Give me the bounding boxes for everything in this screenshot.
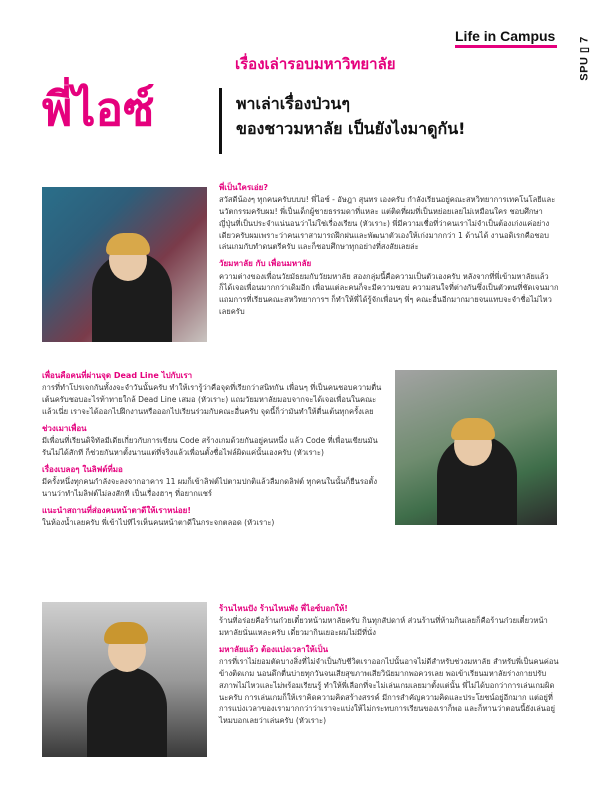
section-body: สวัสดีน้องๆ ทุกคนครับบบบ! พี่ไอซ์ - อัษฎา สุนทร เองครับ กำลังเรียนอยู่คณะสหวิทยาการเทคโนโลยีและนวัตกรรมครับผม! พี่เป็นเด็กผู้ชายธรรมดาที่แหละ แต่ติดที่ผมที่เป็นหย่อยเลยไม่เหมือนใคร ชอบศึกษาญี่ปุ่นที่เป็นประจำแน่นอนว่าไม่ใช่เรื่องเรียน (หัวเราะ) พี่มีความเชื่อที่ว่าคนเราไม่จำเป็นต้องเก่งแค่อย่างเดียวครับผมเพราะว่าคนเราสามารถฝึกฝนและพัฒนาตัวเองให้เก่งมากกว่า 1 ด้านได้ งานอดิเรกคือชอบเล่นเกมกับทำดนตรีครับ และก็ชอบศึกษาทุกอย่างที่สงสัยเลยล่ะ xyxy=(219,195,556,252)
portrait-photo-3 xyxy=(42,602,207,757)
section-body: การที่ทำโปรเจกกันทั้งงจะจำวันนั้นครับ ทำให้เรารู้ว่าคือจุดที่เรียกว่าสนิทกัน เพื่อนๆ ที่เป็นคนชอบความตื่นเต้นครับชอบอะไรท้าทายใกล้ Dead Line เสมอ (หัวเราะ) แถมวัยมหาลัยมอบจากจะได้เจอเพื่อนในคณะแล้วเนี่ย เราจะได้ออกไปฝึกงานหรือออกไปเรียนร่วมกับคณะอื่นครับ จุดนี้ก็ว่ามันทำให้ตื่นเต้นทุกครั้งเลย xyxy=(42,383,382,416)
section-heading: วัยมหาลัย กับ เพื่อนมหาลัย xyxy=(219,259,312,269)
text-block-3 xyxy=(219,603,559,732)
section-underline xyxy=(455,45,557,48)
person-hair xyxy=(106,233,150,255)
headline xyxy=(236,92,465,142)
person-figure xyxy=(87,667,167,757)
section-body: ในห้องน้ำเลยครับ พี่เข้าไปทีไรเห็นคนหน้าตาดีในกระจกตลอด (หัวเราะ) xyxy=(42,517,275,527)
section-body: ความต่างของเพื่อนวัยมัธยมกับวัยมหาลัย สองกลุ่มนี้คือความเป็นตัวเองครับ หลังจากที่พี่เข้ามหาลัยแล้วก็ได้เจอเพื่อนมากกว่าเดิมอีก เพื่อนแต่ละคนก็จะมีความชอบ ความสนใจที่ต่างกันซึ่งเป็นตัวตนที่ชัดเจนมาก แถมการที่เรียนคณะสหวิทยาการฯ ก็ทำให้พี่ได้รู้จักเพื่อนๆ พี่ๆ คณะอื่นอีกมากมายจนแทบจะจำชื่อไม่ไหวเลยครับ xyxy=(219,271,559,316)
section-body: การที่เราไม่ยอมตัดบางสิ่งที่ไม่จำเป็นกับชีวิตเราออกไปนั้นอาจไม่ดีสำหรับช่วงมหาลัย สำหรับพี่เป็นคนค่อนข้างติดเกม นอนดึกตื่นบ่ายทุกวันจนเสียสุขภาพเสียวินัยมากพอควรเลย พอเข้าเรียนมหาลัยร่างกายปรับสภาพไม่ไหวและไม่พร้อมเรียนรู้ ทำให้พี่เลือกที่จะไม่เล่นเกมเลยมาตั้งแต่นั้น พี่ไม่ได้บอกว่าการเล่นเกมผิดนะครับ การเล่นเกมก็ให้เราคิดความคิดสร้างสรรค์ มีการสำคัญความคิดและประโยชน์อยู่อีกมาก แต่อยู่ที่การแบ่งเวลาของเรามากกว่าว่าเราจะแบ่งให้ไม่กระทบการเรียนของเราก็พอ และก็ทานว่าตอนนี้ยังเล่นอยู่ไหมบอกเลยว่าเล่นครับ (หัวเราะ) xyxy=(219,657,559,726)
section-body: มีเพื่อนที่เรียนดิจิทัลมีเดียเกี่ยวกับการเขียน Code สร้างเกมด้วยกันอยู่คนหนึ่ง แล้ว Code ที่เพื่อนเขียนมันรันไม่ได้สักที ก็ช่วยกันหาตั้งนานแต่ที่จริงแล้วเพื่อนตั้งชื่อไฟล์ผิดแค่นั้นเองครับ (หัวเราะ) xyxy=(42,436,378,457)
section-body: มีครั้งหนึ่งทุกคนกำลังจะลงจากอาคาร 11 ผมก็เข้าลิฟต์ไปตามปกติแล้วลืมกดลิฟต์ ทุกคนในนั้นก็ยืนรอตั้งนานว่าทำไมลิฟต์ไม่ลงสักที เป็นเรื่องฮาๆ ที่อยากแชร์ xyxy=(42,477,378,498)
section-heading: พี่เป็นใครเอ่ย? xyxy=(219,183,268,192)
portrait-photo-2 xyxy=(395,370,557,525)
interviewee-name: พี่ไอซ์ xyxy=(42,82,155,136)
brand-text: SPU ▯ 7 xyxy=(578,36,591,81)
section-heading: เรื่องเบลอๆ ในลิฟต์ที่มอ xyxy=(42,464,123,474)
section-heading: ช่วงเมาเพื่อน xyxy=(42,423,87,433)
text-block-2 xyxy=(42,370,382,534)
series-title: เรื่องเล่ารอบมหาวิทยาลัย xyxy=(235,55,396,73)
headline-line-2: ของชาวมหาลัย เป็นยังไงมาดูกัน! xyxy=(236,118,466,138)
section-body: ร้านที่อร่อยคือร้านก๋วยเตี๋ยวหน้ามหาลัยครับ กินทุกสัปดาห์ ส่วนร้านที่ห้ามกินเลยก็คือร้านก๋วยเตี๋ยวหน้ามหาลัยนั่นแหละครับ เดี๋ยวมากินเยอะผมไม่มีที่นั่ง xyxy=(219,616,548,638)
title-divider xyxy=(219,88,222,154)
person-hair xyxy=(451,418,495,440)
brand-logo xyxy=(574,36,591,81)
headline-line-1: พาเล่าเรื่องป่วนๆ xyxy=(236,94,350,113)
section-heading: มหาลัยแล้ว ต้องแบ่งเวลาให้เป็น xyxy=(219,644,329,654)
section-heading: แนะนำสถานที่ส่องคนหน้าตาดีให้เราหน่อย! xyxy=(42,505,191,515)
portrait-photo-1 xyxy=(42,187,207,342)
section-heading: ร้านไหนปัง ร้านไหนพัง พี่ไอซ์บอกให้! xyxy=(219,604,348,613)
section-heading: เพื่อนคือคนที่ผ่านจุด Dead Line ไปกับเรา xyxy=(42,371,193,380)
text-block-1 xyxy=(219,182,559,323)
section-label: Life in Campus xyxy=(455,28,556,44)
person-hair xyxy=(104,622,148,644)
